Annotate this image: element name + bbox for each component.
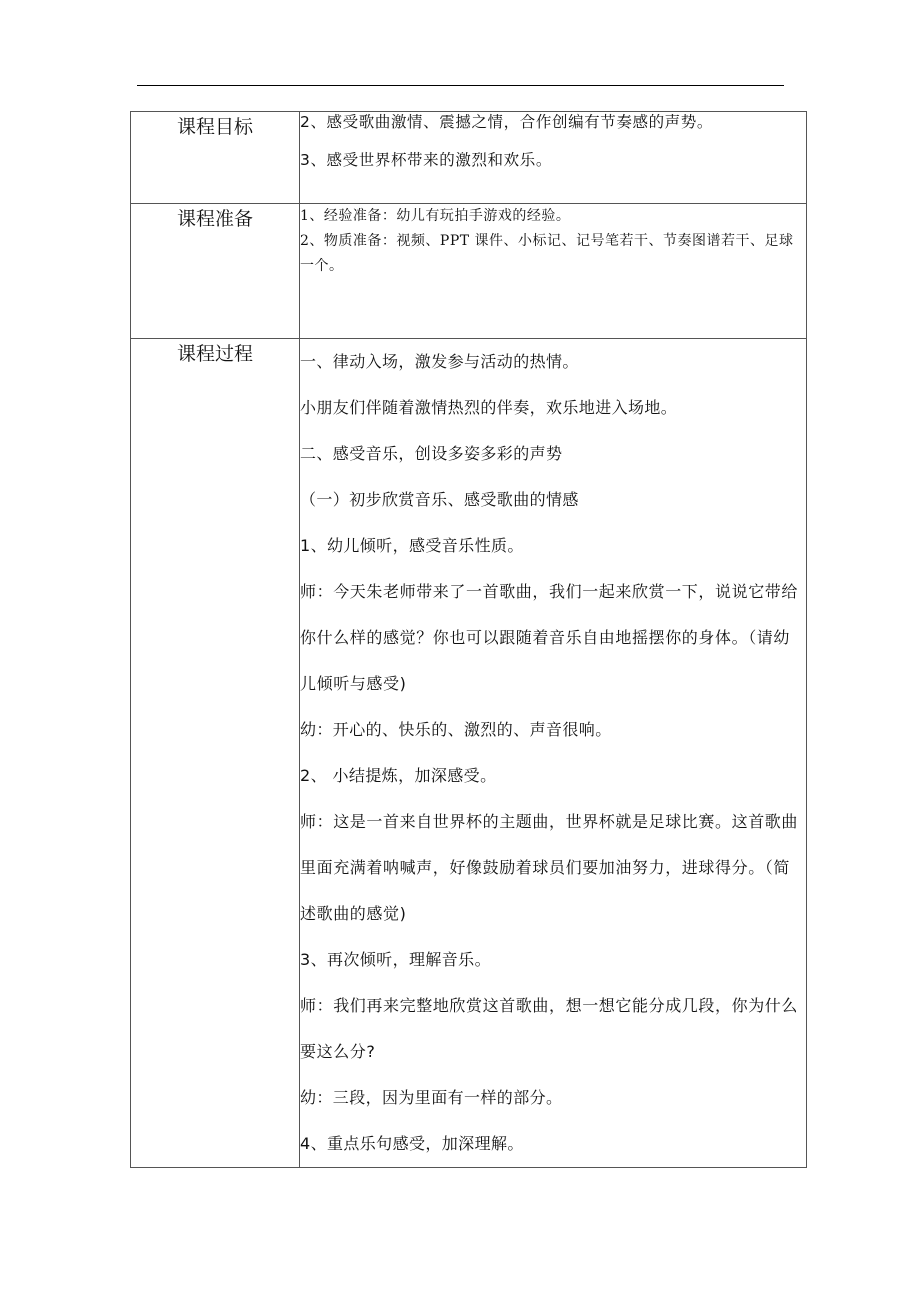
goal-content	[300, 112, 807, 204]
preparation-line: 1、经验准备：幼儿有玩拍手游戏的经验。	[300, 208, 571, 224]
process-line: 2、 小结提炼，加深感受。	[300, 766, 497, 785]
process-label: 课程过程	[131, 339, 300, 1168]
process-line: 4、重点乐句感受，加深理解。	[300, 1134, 524, 1153]
process-row	[131, 339, 807, 1168]
process-line: 小朋友们伴随着激情热烈的伴奏，欢乐地进入场地。	[300, 398, 678, 417]
process-line: 师：今天朱老师带来了一首歌曲，我们一起来欣赏一下，说说它带给你什么样的感觉？你也可以跟随着音乐自由地摇摆你的身体。（请幼儿倾听与感受)	[300, 582, 799, 693]
lesson-plan-table	[130, 111, 807, 1168]
process-line: （一）初步欣赏音乐、感受歌曲的情感	[300, 490, 579, 509]
preparation-line: 2、物质准备：视频、PPT 课件、小标记、记号笔若干、节奏图谱若干、足球一个。	[300, 233, 794, 274]
preparation-row	[131, 204, 807, 339]
process-line: 二、感受音乐，创设多姿多彩的声势	[300, 444, 563, 463]
process-line: 师：我们再来完整地欣赏这首歌曲，想一想它能分成几段，你为什么要这么分?	[300, 996, 799, 1061]
goal-row	[131, 112, 807, 204]
process-content	[300, 339, 807, 1168]
preparation-content	[300, 204, 807, 339]
process-line: 幼：开心的、快乐的、激烈的、声音很响。	[300, 720, 612, 739]
process-line: 幼：三段，因为里面有一样的部分。	[300, 1088, 563, 1107]
goal-line: 3、感受世界杯带来的激烈和欢乐。	[300, 151, 552, 169]
header-rule	[137, 85, 784, 86]
process-line: 3、再次倾听，理解音乐。	[300, 950, 491, 969]
goal-line: 2、感受歌曲激情、震撼之情，合作创编有节奏感的声势。	[300, 113, 713, 131]
preparation-label: 课程准备	[131, 204, 300, 339]
process-line: 1、幼儿倾听，感受音乐性质。	[300, 536, 524, 555]
process-line: 一、律动入场，激发参与活动的热情。	[300, 352, 579, 371]
goal-label: 课程目标	[131, 112, 300, 204]
process-line: 师：这是一首来自世界杯的主题曲，世界杯就是足球比赛。这首歌曲里面充满着呐喊声，好像鼓励着球员们要加油努力，进球得分。（简述歌曲的感觉)	[300, 812, 799, 923]
